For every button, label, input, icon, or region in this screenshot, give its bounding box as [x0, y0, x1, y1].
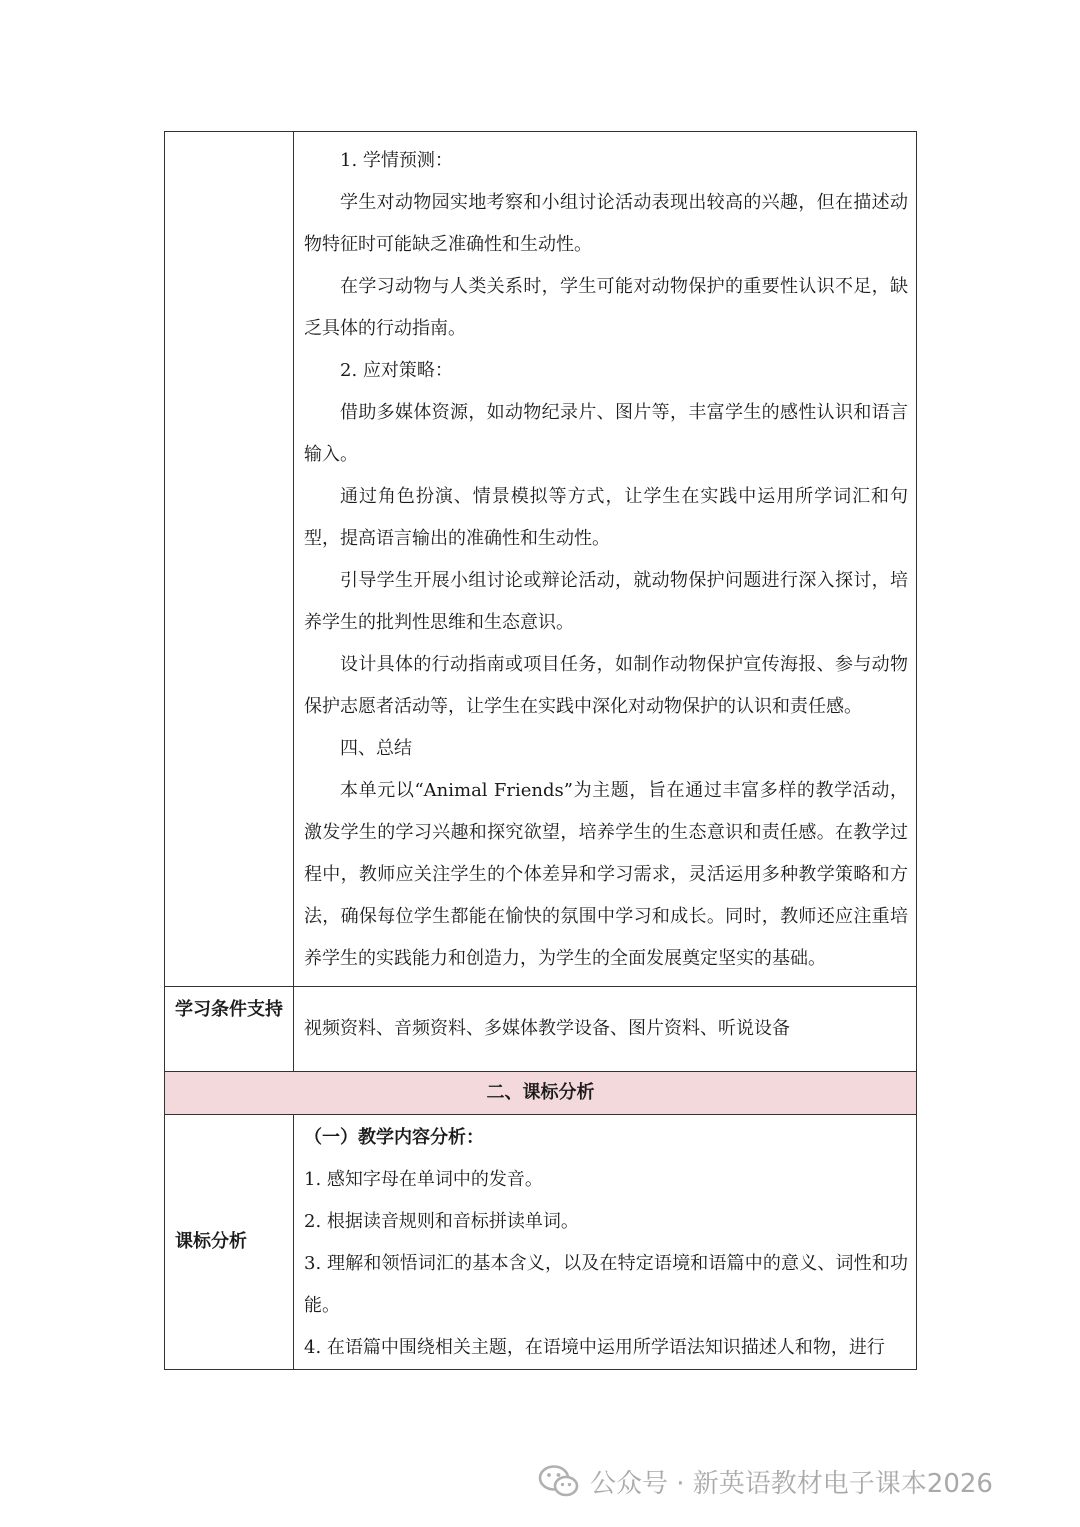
summary-paragraph: 本单元以“Animal Friends”为主题，旨在通过丰富多样的教学活动，激发学生的学习兴趣和探究欲望，培养学生的生态意识和责任感。在教学过程中，教师应关注学生的个体差异和学习需求，灵活运用多种教学策略和方法，确保每位学生都能在愉快的氛围中学习和成长。同时，教师还应注重培养学生的实践能力和创造力，为学生的全面发展奠定坚实的基础。: [304, 780, 908, 969]
lesson-plan-table: [164, 131, 917, 1370]
row1-content-cell: [294, 132, 917, 987]
list-item: 4. 在语篇中围绕相关主题，在语境中运用所学语法知识描述人和物，进行: [304, 1337, 885, 1358]
paragraph: 在学习动物与人类关系时，学生可能对动物保护的重要性认识不足，缺乏具体的行动指南。: [304, 276, 908, 339]
section-band-row: [165, 1072, 917, 1115]
paragraph: 1. 学情预测：: [340, 150, 453, 171]
table-row: [165, 1115, 917, 1370]
list-item: 2. 根据读音规则和音标拼读单词。: [304, 1211, 579, 1232]
watermark: [538, 1461, 993, 1501]
row2-label-cell: [165, 987, 294, 1072]
row3-content-cell: [294, 1115, 917, 1370]
list-item: 3. 理解和领悟词汇的基本含义，以及在特定语境和语篇中的意义、词性和功能。: [304, 1253, 908, 1316]
content-analysis-heading: （一）教学内容分析：: [304, 1127, 484, 1148]
section-band-title: 二、课标分析: [486, 1082, 595, 1103]
row-label-curriculum-analysis: 课标分析: [175, 1231, 247, 1252]
learning-conditions-text: 视频资料、音频资料、多媒体教学设备、图片资料、听说设备: [304, 1018, 790, 1039]
section-band-cell: [165, 1072, 917, 1115]
section-heading: 四、总结: [340, 738, 412, 759]
table-row: [165, 987, 917, 1072]
paragraph: 学生对动物园实地考察和小组讨论活动表现出较高的兴趣，但在描述动物特征时可能缺乏准确性和生动性。: [304, 192, 908, 255]
list-item: 1. 感知字母在单词中的发音。: [304, 1169, 543, 1190]
table-row: [165, 132, 917, 987]
row2-content-cell: [294, 987, 917, 1072]
watermark-text: 公众号 · 新英语教材电子课本2026: [590, 1468, 993, 1499]
row1-label-cell: [165, 132, 294, 987]
row-label-learning-conditions: 学习条件支持: [175, 999, 283, 1020]
paragraph: 通过角色扮演、情景模拟等方式，让学生在实践中运用所学词汇和句型，提高语言输出的准确性和生动性。: [304, 486, 908, 549]
paragraph: 借助多媒体资源，如动物纪录片、图片等，丰富学生的感性认识和语言输入。: [304, 402, 908, 465]
row3-label-cell: [165, 1115, 294, 1370]
paragraph: 设计具体的行动指南或项目任务，如制作动物保护宣传海报、参与动物保护志愿者活动等，让学生在实践中深化对动物保护的认识和责任感。: [304, 654, 908, 717]
paragraph: 2. 应对策略：: [340, 360, 453, 381]
paragraph: 引导学生开展小组讨论或辩论活动，就动物保护问题进行深入探讨，培养学生的批判性思维和生态意识。: [304, 570, 908, 633]
wechat-icon: [538, 1464, 580, 1498]
